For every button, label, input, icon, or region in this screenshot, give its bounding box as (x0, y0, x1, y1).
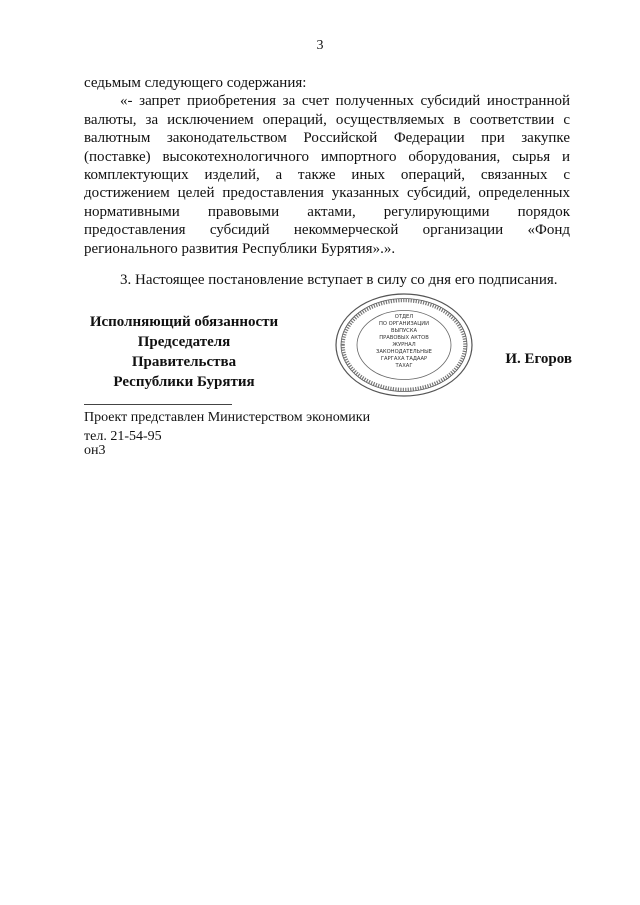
document-code: он3 (84, 443, 106, 458)
seal-line: ЗАКОНОДАТЕЛЬНЫЕ (376, 349, 432, 355)
seal-line: ПРАВОВЫХ АКТОВ (379, 335, 429, 341)
seal-line: ОТДЕЛ (394, 314, 414, 320)
seal-line: ТАХАГ (395, 363, 413, 369)
signatory-name: И. Егоров (505, 351, 572, 367)
signatory-position (84, 312, 284, 392)
paragraph-amendment: «- запрет приобретения за счет полученных субсидий иностранной валюты, за исключением операций, осуществляемых в соответствии с валютным законодательством Российской Федерации при закупке (поставке) высокотехнологичного импортного оборудования, сырья и комплектующих изделий, а также иных операций, связанных с достижением целей предоставления указанных субсидий, определенных нормативными правовыми актами, регулирующими порядок предоставления субсидий некоммерческой организации «Фонд регионального развития Республики Бурятия».». (84, 93, 570, 257)
seal-line: ЖУРНАЛ (392, 342, 416, 348)
signatory-position-line: Председателя Правительства (131, 334, 237, 370)
footer-divider (84, 404, 232, 405)
official-seal (334, 292, 474, 398)
seal-line: ПО ОРГАНИЗАЦИИ (378, 321, 430, 327)
paragraph-intro: седьмым следующего содержания: (84, 75, 307, 91)
signatory-position-line: Исполняющий обязанности (89, 314, 279, 330)
paragraph-effective-date: 3. Настоящее постановление вступает в силу со дня его подписания. (120, 272, 558, 289)
seal-line: ГАРГАХА ТАДААР (380, 356, 428, 362)
footer-note-line: Проект представлен Министерством экономики (84, 410, 371, 425)
signatory-position-line: Республики Бурятия (113, 374, 255, 390)
footer-note (84, 408, 370, 446)
page-number: 3 (316, 38, 324, 53)
seal-line: ВЫПУСКА (390, 328, 418, 334)
document-body (84, 74, 570, 289)
footer-note-line: тел. 21-54-95 (84, 429, 162, 444)
